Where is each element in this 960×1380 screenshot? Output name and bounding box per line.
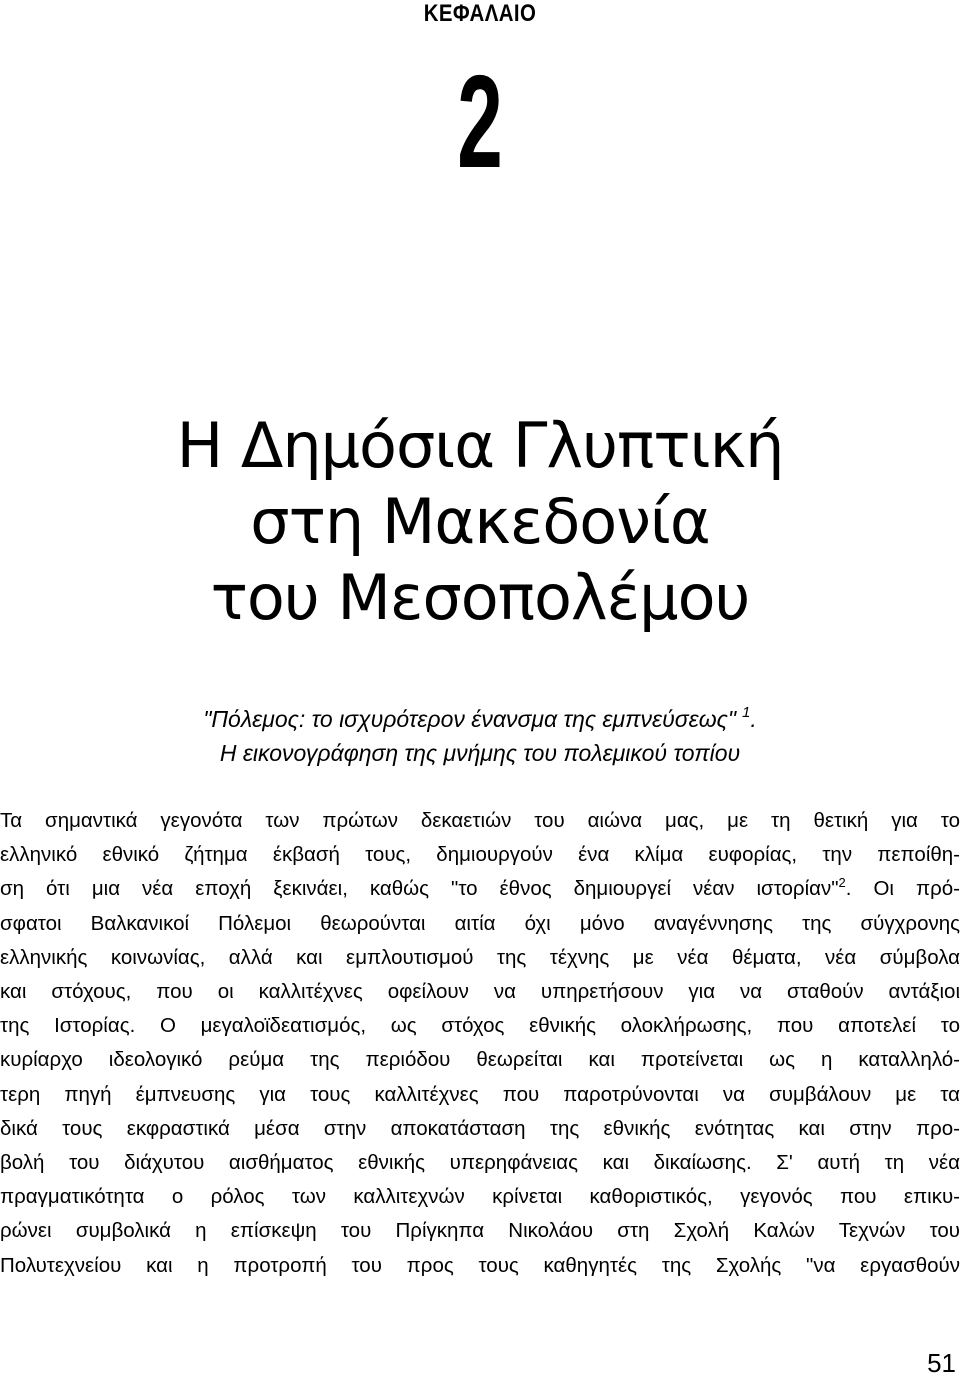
chapter-label: ΚΕΦΑΛΑΙΟ xyxy=(423,0,537,27)
chapter-title-line: του Μεσοπολέμου xyxy=(210,561,750,634)
epigraph-line-2: Η εικονογράφηση της μνήμης του πολεμικού τοπίου xyxy=(219,740,741,766)
body-line: σφατοι Βαλκανικοί Πόλεμοι θεωρούνται αιτία όχι μόνο αναγέννησης της σύγχρονης xyxy=(0,911,960,935)
body-line: κυρίαρχο ιδεολογικό ρεύμα της περιόδου θεωρείται και προτείνεται ως η καταλληλό- xyxy=(0,1048,960,1072)
chapter-number: 2 xyxy=(457,48,503,195)
body-line xyxy=(0,872,960,906)
body-line: δικά τους εκφραστικά μέσα στην αποκατάσταση της εθνικής ενότητας και στην προ- xyxy=(0,1116,960,1140)
body-line-text: ση ότι μια νέα εποχή ξεκινάει, καθώς "το έθνος δημιουργεί νέαν ιστορίαν" xyxy=(0,877,839,901)
chapter-title-line: Η Δημόσια Γλυπτική xyxy=(176,409,784,482)
body-line: και στόχους, που οι καλλιτέχνες οφείλουν να υπηρετήσουν για να σταθούν αντάξιοι xyxy=(0,980,960,1004)
body-line: βολή του διάχυτου αισθήματος εθνικής υπερηφάνειας και δικαίωσης. Σ' αυτή τη νέα xyxy=(0,1151,960,1175)
epigraph xyxy=(0,702,960,770)
epigraph-quote-end: . xyxy=(750,706,757,732)
footnote-ref: 1 xyxy=(742,704,751,721)
body-line-tail: . Οι πρό- xyxy=(845,877,960,901)
body-line: τερη πηγή έμπνευσης για τους καλλιτέχνες που παροτρύνονται να συμβάλουν με τα xyxy=(0,1082,960,1106)
epigraph-line-1 xyxy=(0,702,960,736)
chapter-title xyxy=(0,408,960,636)
chapter-title-line: στη Μακεδονία xyxy=(250,485,710,558)
body-line: ελληνικής κοινωνίας, αλλά και εμπλουτισμού της τέχνης με νέα θέματα, νέα σύμβολα xyxy=(0,945,960,969)
body-line: πραγματικότητα ο ρόλος των καλλιτεχνών κρίνεται καθοριστικός, γεγονός που επικυ- xyxy=(0,1185,960,1209)
page-number: 51 xyxy=(927,1348,956,1378)
epigraph-quote: "Πόλεμος: το ισχυρότερον ένανσμα της εμπνεύσεως" xyxy=(203,706,737,732)
body-line: Πολυτεχνείου και η προτροπή του προς τους καθηγητές της Σχολής "να εργασθούν xyxy=(0,1253,960,1277)
body-line: της Ιστορίας. Ο μεγαλοϊδεατισμός, ως στόχος εθνικής ολοκλήρωσης, που αποτελεί το xyxy=(0,1014,960,1038)
body-line: ελληνικό εθνικό ζήτημα έκβασή τους, δημιουργούν ένα κλίμα ευφορίας, την πεποίθη- xyxy=(0,843,960,867)
footnote-ref: 2 xyxy=(838,875,846,891)
body-line: ρώνει συμβολικά η επίσκεψη του Πρίγκηπα Νικολάου στη Σχολή Καλών Τεχνών του xyxy=(0,1219,960,1243)
body-line: Τα σημαντικά γεγονότα των πρώτων δεκαετιών του αιώνα μας, με τη θετική για το xyxy=(0,809,960,832)
body-paragraph xyxy=(0,804,960,1283)
